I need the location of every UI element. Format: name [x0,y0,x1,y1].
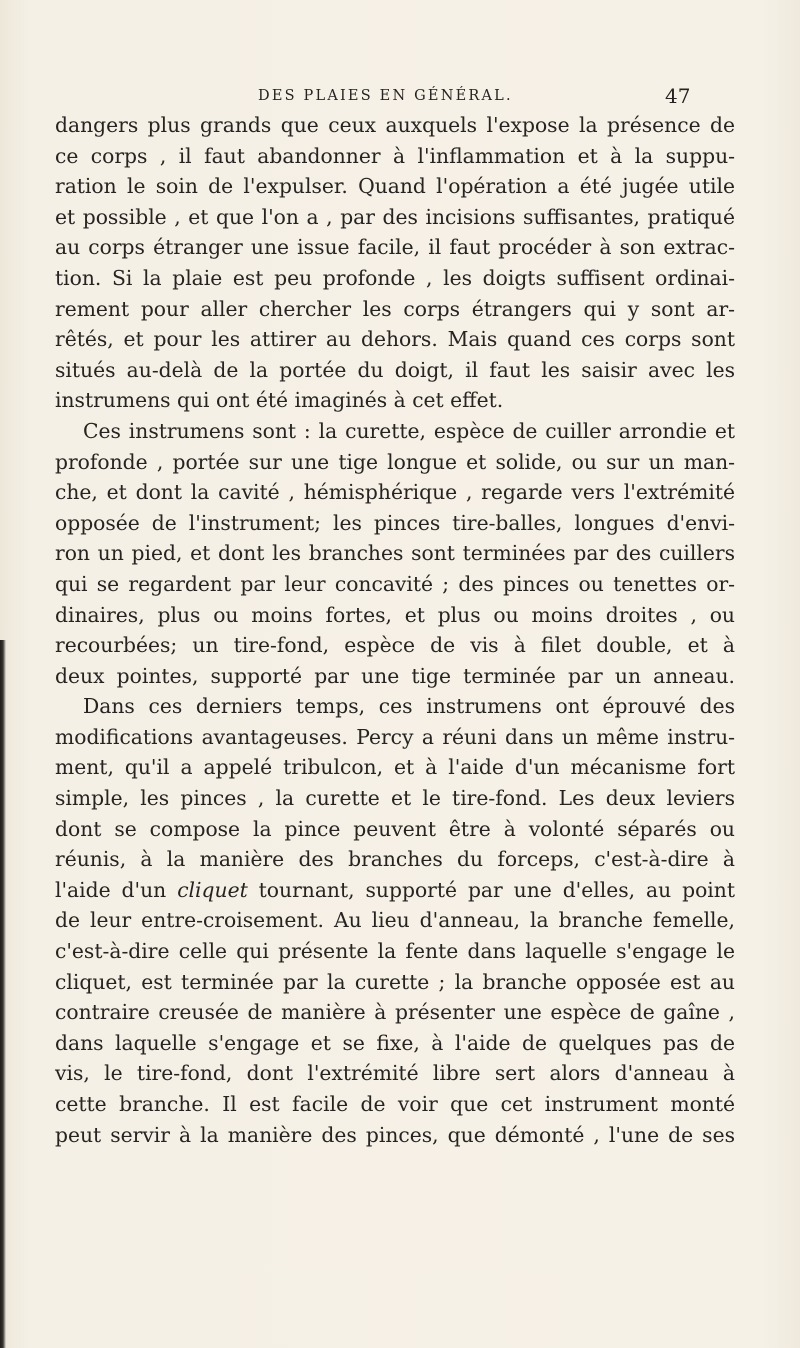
text-line: cette branche. Il est facile de voir que cet instrument monté [55,1092,735,1116]
text-line: contraire creusée de manière à présenter une espèce de gaîne , [55,1000,735,1025]
text-line: vis, le tire-fond, dont l'extrémité libre sert alors d'anneau à [55,1061,735,1086]
text-line: tion. Si la plaie est peu profonde , les doigts suffisent ordinai- [55,265,735,290]
page-number: 47 [665,84,691,108]
text-line: Ces instrumens sont : la curette, espèce de cuiller arrondie et [83,418,735,443]
text-line: rement pour aller chercher les corps étrangers qui y sont ar- [55,296,735,321]
text-line: et possible , et que l'on a , par des incisions suffisantes, pratiqué [55,204,735,229]
text-line [55,875,735,906]
text-line: rêtés, et pour les attirer au dehors. Mais quand ces corps sont [55,327,735,352]
page-binding-edge [0,640,6,1348]
text-line: situés au-delà de la portée du doigt, il faut les saisir avec les [55,357,735,382]
page-header [0,84,800,110]
text-line: Dans ces derniers temps, ces instrumens ont éprouvé des [83,694,735,719]
text-line: ment, qu'il a appelé tribulcon, et à l'aide d'un mécanisme fort [55,755,735,780]
text-line: dont se compose la pince peuvent être à volonté séparés ou [55,816,735,841]
text-line: modifications avantageuses. Percy a réuni dans un même instru- [55,724,735,749]
text-fragment: tournant, supporté par une d'elles, au point [258,877,735,902]
running-head: DES PLAIES EN GÉNÉRAL. [258,88,513,104]
text-line: au corps étranger une issue facile, il faut procéder à son extrac- [55,235,735,260]
text-line: c'est-à-dire celle qui présente la fente dans laquelle s'engage le [55,939,735,964]
italic-term: cliquet [177,877,248,902]
text-line: che, et dont la cavité , hémisphérique , regarde vers l'extrémité [55,480,735,505]
text-line: réunis, à la manière des branches du forceps, c'est-à-dire à [55,847,735,872]
text-line: qui se regardent par leur concavité ; des pinces ou tenettes or- [55,571,735,596]
text-line: instrumens qui ont été imaginés à cet effet. [55,388,504,413]
text-line: peut servir à la manière des pinces, que démonté , l'une de ses [55,1122,735,1147]
text-line: ce corps , il faut abandonner à l'inflammation et à la suppu- [55,143,735,168]
text-line: cliquet, est terminée par la curette ; la branche opposée est au [55,969,735,994]
text-fragment: l'aide d'un [55,877,167,902]
text-line: profonde , portée sur une tige longue et solide, ou sur un man- [55,449,735,474]
body-text [55,110,735,1150]
text-line: recourbées; un tire-fond, espèce de vis à filet double, et à [55,633,735,658]
text-line: de leur entre-croisement. Au lieu d'anneau, la branche femelle, [55,908,735,933]
text-line: ron un pied, et dont les branches sont terminées par des cuillers [55,541,735,566]
text-line: dangers plus grands que ceux auxquels l'expose la présence de [55,113,735,137]
text-line: dans laquelle s'engage et se fixe, à l'aide de quelques pas de [55,1030,735,1055]
text-line: simple, les pinces , la curette et le tire-fond. Les deux leviers [55,786,735,811]
text-line: deux pointes, supporté par une tige terminée par un anneau. [55,663,735,688]
text-line: dinaires, plus ou moins fortes, et plus ou moins droites , ou [55,602,735,627]
text-line: ration le soin de l'expulser. Quand l'opération a été jugée utile [55,174,735,199]
text-line: opposée de l'instrument; les pinces tire-balles, longues d'envi- [55,510,735,535]
